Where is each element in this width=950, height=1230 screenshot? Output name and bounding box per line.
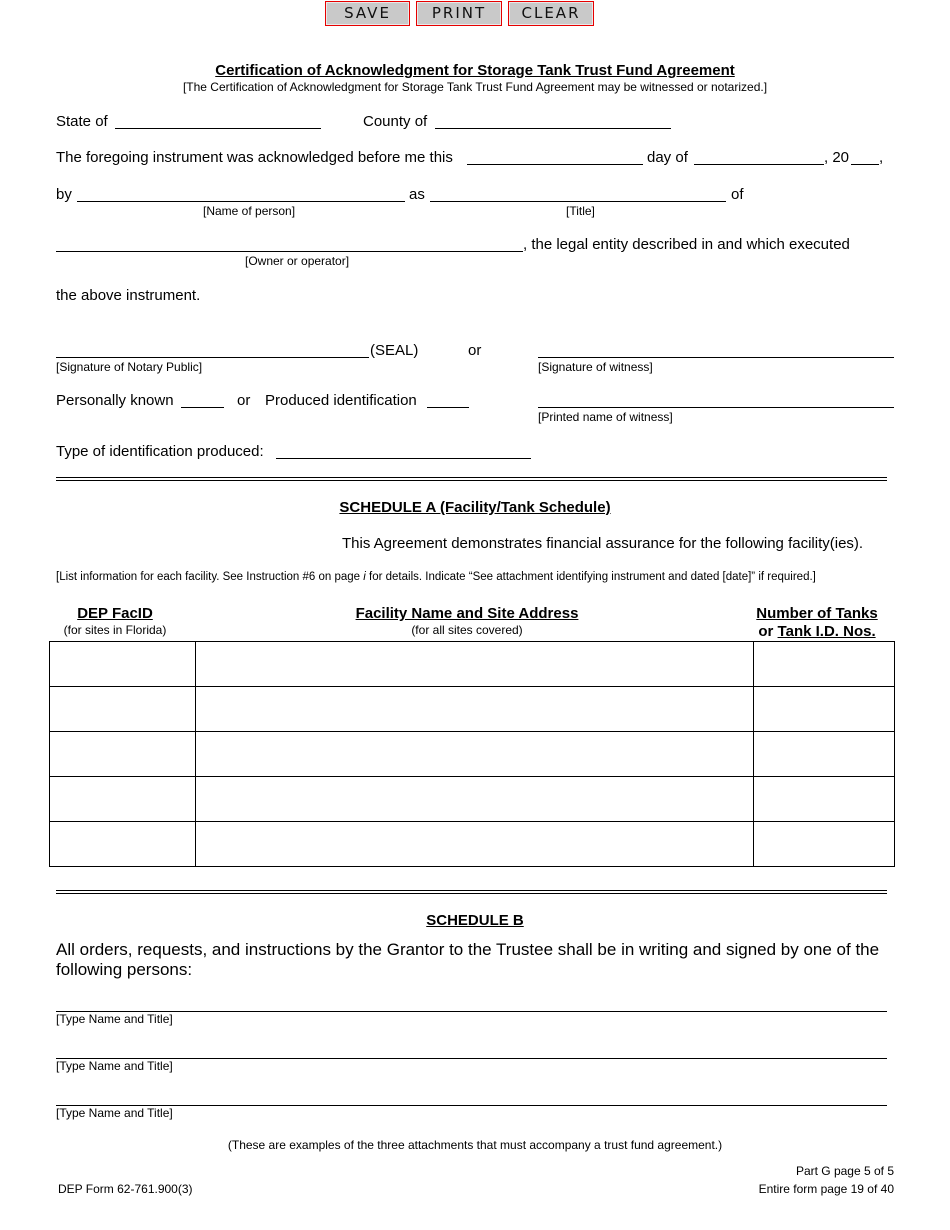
tanks-cell[interactable] bbox=[754, 822, 895, 867]
tanks-cell[interactable] bbox=[754, 642, 895, 687]
instruction-page: i bbox=[363, 571, 366, 583]
above-instrument-text: the above instrument. bbox=[56, 287, 201, 304]
person-3-caption: [Type Name and Title] bbox=[56, 1106, 173, 1120]
instruction-post: for details. Indicate “See attachment identifying instrument and dated [date]” if required.] bbox=[365, 571, 816, 583]
state-field[interactable] bbox=[115, 128, 321, 129]
facility-cell[interactable] bbox=[195, 777, 753, 822]
print-button[interactable]: PRINT bbox=[416, 1, 502, 26]
printed-witness-field[interactable] bbox=[538, 407, 894, 408]
person-2-field[interactable] bbox=[56, 1058, 887, 1059]
produced-id-field[interactable] bbox=[427, 407, 469, 408]
name-caption: [Name of person] bbox=[203, 204, 296, 218]
type-of-id-label: Type of identification produced: bbox=[56, 443, 264, 460]
part-page: Part G page 5 of 5 bbox=[795, 1164, 894, 1178]
col-tanks-header-line2 bbox=[740, 623, 894, 640]
table-row bbox=[50, 822, 895, 867]
legal-entity-text: , the legal entity described in and which executed bbox=[523, 236, 850, 253]
certification-subtitle: [The Certification of Acknowledgment for Storage Tank Trust Fund Agreement may be witnessed or notarized.] bbox=[182, 80, 768, 94]
facid-cell[interactable] bbox=[50, 687, 196, 732]
section-divider bbox=[56, 477, 887, 481]
notary-caption: [Signature of Notary Public] bbox=[56, 360, 203, 374]
table-row bbox=[50, 777, 895, 822]
facid-cell[interactable] bbox=[50, 732, 196, 777]
facility-cell[interactable] bbox=[195, 687, 753, 732]
table-row bbox=[50, 687, 895, 732]
facility-cell[interactable] bbox=[195, 642, 753, 687]
type-of-id-field[interactable] bbox=[276, 458, 531, 459]
year-field[interactable] bbox=[851, 164, 879, 165]
or-label: or bbox=[468, 342, 482, 359]
entire-page: Entire form page 19 of 40 bbox=[758, 1182, 894, 1196]
schedule-a-intro: This Agreement demonstrates financial assurance for the following facility(ies). bbox=[342, 535, 864, 552]
or-label-2: or bbox=[237, 392, 251, 409]
person-2-caption: [Type Name and Title] bbox=[56, 1059, 173, 1073]
county-field[interactable] bbox=[435, 128, 671, 129]
schedule-a-title: SCHEDULE A (Facility/Tank Schedule) bbox=[339, 499, 611, 516]
person-3-field[interactable] bbox=[56, 1105, 887, 1106]
col-tanks-header-or: or bbox=[758, 623, 778, 640]
attachments-note: (These are examples of the three attachments that must accompany a trust fund agreement.) bbox=[227, 1138, 723, 1152]
seal-label: (SEAL) bbox=[370, 342, 419, 359]
name-of-person-field[interactable] bbox=[77, 201, 405, 202]
year-suffix: , bbox=[879, 149, 884, 166]
facid-cell[interactable] bbox=[50, 822, 196, 867]
day-of-label: day of bbox=[647, 149, 688, 166]
facid-cell[interactable] bbox=[50, 642, 196, 687]
form-number: DEP Form 62-761.900(3) bbox=[58, 1182, 193, 1196]
as-label: as bbox=[409, 186, 425, 203]
table-row bbox=[50, 642, 895, 687]
printed-witness-caption: [Printed name of witness] bbox=[538, 410, 673, 424]
instruction-pre: [List information for each facility. See Instruction #6 on page bbox=[56, 571, 364, 583]
certification-title: Certification of Acknowledgment for Storage Tank Trust Fund Agreement bbox=[215, 62, 735, 79]
col-dep-facid-header: DEP FacID bbox=[77, 605, 153, 622]
col-dep-facid-sub: (for sites in Florida) bbox=[63, 623, 167, 637]
schedule-b-title: SCHEDULE B bbox=[426, 912, 524, 929]
title-field[interactable] bbox=[430, 201, 726, 202]
facility-schedule-table bbox=[49, 641, 895, 867]
tanks-cell[interactable] bbox=[754, 732, 895, 777]
produced-id-label: Produced identification bbox=[265, 392, 417, 409]
col-tanks-header-underlined: Tank I.D. Nos. bbox=[777, 623, 876, 640]
of-label: of bbox=[731, 186, 744, 203]
schedule-a-instruction bbox=[56, 571, 816, 583]
state-label: State of bbox=[56, 113, 108, 130]
witness-signature-field[interactable] bbox=[538, 357, 894, 358]
schedule-b-text: All orders, requests, and instructions by the Grantor to the Trustee shall be in writing and signed by one of the following persons: bbox=[56, 940, 880, 979]
table-row bbox=[50, 732, 895, 777]
tanks-cell[interactable] bbox=[754, 777, 895, 822]
section-divider-2 bbox=[56, 890, 887, 894]
notary-signature-field[interactable] bbox=[56, 357, 369, 358]
clear-button[interactable]: CLEAR bbox=[508, 1, 594, 26]
personally-known-label: Personally known bbox=[56, 392, 174, 409]
facid-cell[interactable] bbox=[50, 777, 196, 822]
facility-cell[interactable] bbox=[195, 732, 753, 777]
by-label: by bbox=[56, 186, 72, 203]
county-label: County of bbox=[363, 113, 428, 130]
facility-cell[interactable] bbox=[195, 822, 753, 867]
col-tanks-header-line1: Number of Tanks bbox=[756, 605, 878, 622]
day-field[interactable] bbox=[467, 164, 643, 165]
title-caption: [Title] bbox=[566, 204, 595, 218]
personally-known-field[interactable] bbox=[181, 407, 224, 408]
witness-signature-caption: [Signature of witness] bbox=[538, 360, 653, 374]
tanks-cell[interactable] bbox=[754, 687, 895, 732]
save-button[interactable]: SAVE bbox=[325, 1, 410, 26]
foregoing-text: The foregoing instrument was acknowledged before me this bbox=[56, 149, 453, 166]
owner-operator-field[interactable] bbox=[56, 251, 523, 252]
month-field[interactable] bbox=[694, 164, 824, 165]
owner-caption: [Owner or operator] bbox=[245, 254, 350, 268]
col-facility-sub: (for all sites covered) bbox=[411, 623, 523, 637]
col-facility-header: Facility Name and Site Address bbox=[355, 605, 579, 622]
person-1-field[interactable] bbox=[56, 1011, 887, 1012]
year-prefix: , 20 bbox=[824, 149, 850, 166]
person-1-caption: [Type Name and Title] bbox=[56, 1012, 173, 1026]
